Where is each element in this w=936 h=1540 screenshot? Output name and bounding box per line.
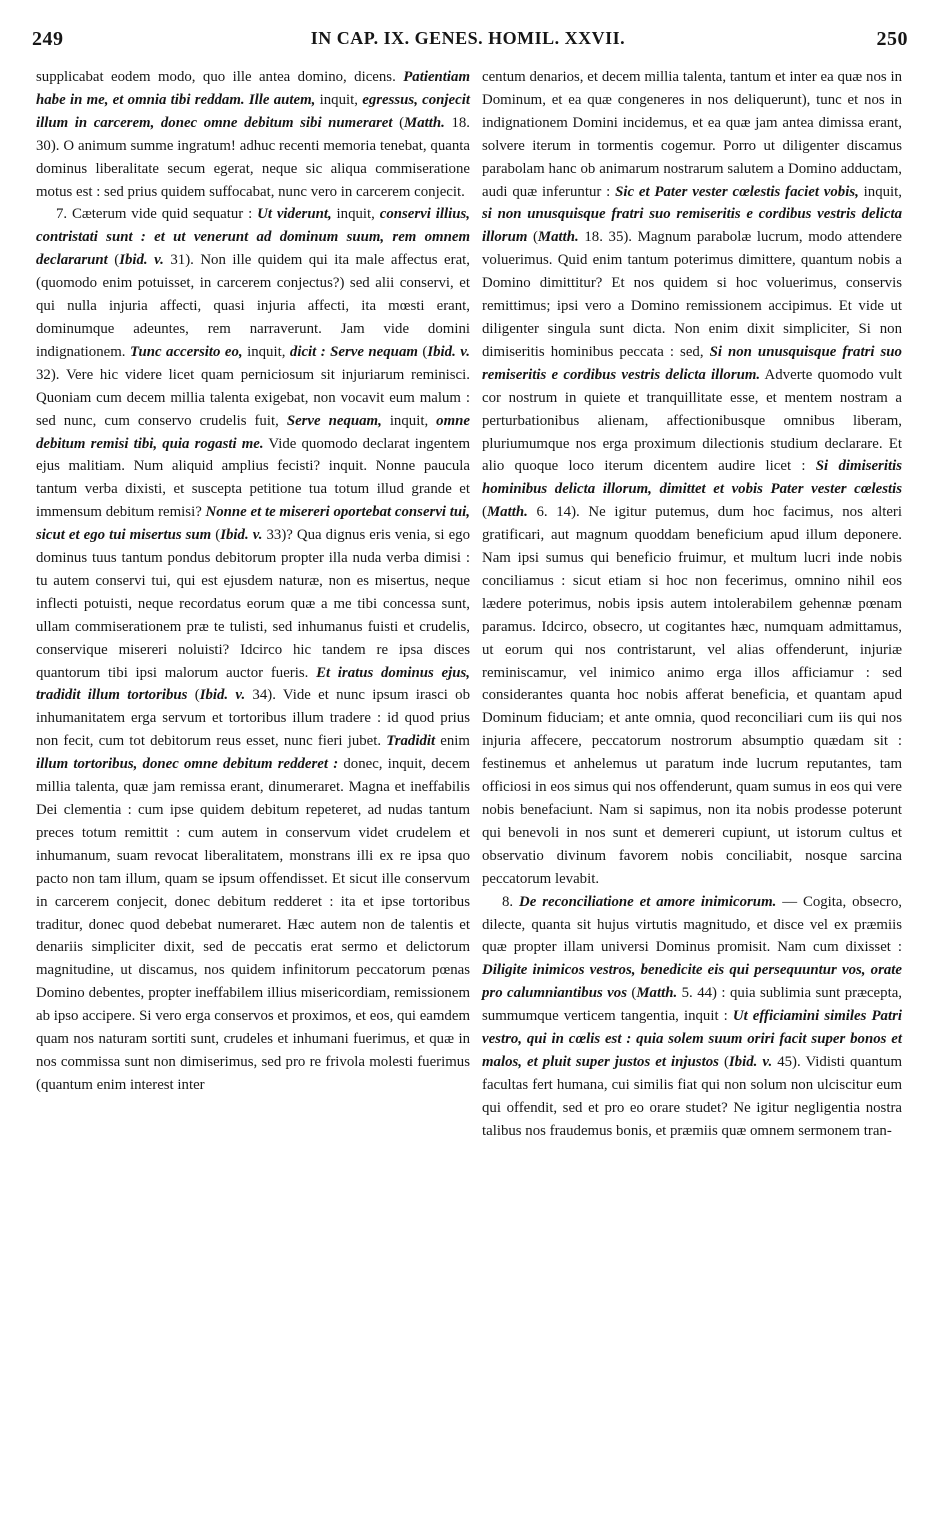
text-run: inquit,	[315, 91, 363, 108]
text-run: (	[718, 1053, 729, 1070]
paragraph	[36, 203, 470, 1096]
italic-quote: Ut efficiamini similes Patri vestro, qui in cœlis est : quia solem suum oriri facit super bonos et malos, et pluit super justos et injustos	[482, 1008, 902, 1070]
italic-quote: egressus, conjecit illum in carcerem, donec omne debitum sibi numeraret	[36, 91, 470, 131]
text-run: 18. 35). Magnum parabolæ lucrum, modo attendere voluerimus. Quid enim tantum poterimus dimittere, quantum nobis a Domino dimittitur? Et nos quidem si hoc voluerimus, conservis remittimus; ipsi vero a Domino remissionem accipimus. Et vide ut diligenter singula sunt dicta. Non enim dixit simpliciter, Si non dimiseritis hominibus peccata : sed,	[482, 229, 902, 360]
text-run: inquit,	[858, 183, 903, 200]
italic-quote: Et iratus dominus ejus, tradidit illum tortoribus	[36, 664, 470, 704]
text-run: inquit,	[331, 206, 380, 223]
italic-quote: Si non unusquisque fratri suo remiseritis e cordibus vestris delicta illorum.	[482, 343, 902, 383]
text-run: 8.	[502, 893, 520, 910]
text-run: (	[107, 252, 120, 269]
italic-quote: Matth.	[404, 114, 445, 131]
italic-quote: Ibid. v.	[427, 343, 471, 360]
italic-quote: De reconciliatione et amore inimicorum.	[519, 893, 777, 910]
italic-quote: Nonne et te misereri oportebat conservi tui, sicut et ego tui misertus sum	[36, 504, 470, 544]
italic-quote: conservi illius, contristati sunt : et ut venerunt ad dominum suum, rem omnem declararunt	[36, 206, 470, 269]
text-run: 18. 30). O animum summe ingratum! adhuc recenti memoria tenebat, quanta dominus liberalitate secum egerat, neque sic aliqua commiseratione motus est : sed prius quidem suffocabat, nunc vero in carcerem conjecit.	[36, 114, 471, 200]
text-run: 5. 44) : quia sublimia sunt præcepta, summumque verticem tangentia, inquit :	[482, 985, 902, 1025]
text-run: enim	[435, 733, 470, 750]
italic-quote: Si dimiseritis hominibus delicta illorum, dimittet et vobis Pater vester cœlestis	[482, 458, 902, 498]
text-run: 33)? Qua dignus eris venia, si ego dominus tuus tantum pondus debitorum propter illa nuda verba dimisi : tu autem conservi tui, qui est ejusdem naturæ, non es misertus, neque inflecti potuisti, neque recordatus eorum quæ a me tibi concessa sunt, ullam commiserationem præ te tulisti, sed inhumanus fuisti et crudelis, conservique misereri noluisti? Idcirco hic tandem re ipsa disces quantorum tibi ipsi malorum auctor fueris.	[36, 527, 471, 681]
text-run: Vide quomodo declarat ingentem ejus malitiam. Num aliquid amplius fecisti? inquit. Nonne paucula tantum verba dixisti, et suscepta petitione tua totum illud grande et immensum debitum remisi?	[36, 435, 470, 521]
page-number-left: 249	[32, 28, 64, 50]
italic-quote: si non unusquisque fratri suo remiseritis e cordibus vestris delicta illorum	[482, 206, 902, 246]
italic-quote: Matth.	[636, 985, 678, 1002]
left-column	[36, 66, 470, 1097]
text-run: 34). Vide et nunc ipsum irasci ob inhumanitatem erga servum et tortoribus illum tradere : id quod prius non fecit, cum tot debitorum reus esset, nunc fieri jubet.	[36, 687, 471, 750]
text-run: (	[626, 985, 637, 1002]
italic-quote: Ibid. v.	[220, 527, 263, 544]
text-run: 6. 14). Ne igitur putemus, dum hoc facimus, nos alteri gratificari, aut magnum quoddam beneficium apud illum deponere. Nam ipsi sumus qui beneficio fruimur, et multum lucri inde nobis conciliamus : sicut etiam si hoc non fecerimus, omnino nihil eos lædere poterimus, nobis ipsis autem intolerabilem gehennæ pœnam paramus. Idcirco, obsecro, ut cogitantes hæc, numquam admittamus, ut eorum qui nos contristarunt, vel alias offenderunt, injuriæ reminiscamur, vel inimico animo erga illos afficiamur : sed considerantes quanta hoc nobis afferat beneficia, et quantam apud Dominum fiduciam; et ante omnia, quod reconciliari cum iis qui nos injuria affecere, peccatorum nostrorum absumptio quædam sit : festinemus et anhelemus ut paratum inde lucrum reputantes, tam officiosi in eos simus qui nos offenderunt, quam sumus in eos qui vere nobis benefaciunt. Nam si sapimus, non ita nobis prodesse poterunt qui benevoli in nos sunt et demereri cupiunt, ut istorum cultus et observatio divinum favorem nobis conciliabit, nosque sarcina peccatorum levabit.	[482, 504, 902, 887]
text-run: supplicabat eodem modo, quo ille antea domino, dicens.	[36, 69, 404, 85]
italic-quote: Ibid. v.	[199, 687, 246, 704]
text-run: (	[482, 504, 487, 521]
italic-quote: Patientiam habe in me, et omnia tibi reddam. Ille autem,	[36, 69, 470, 108]
italic-quote: Diligite inimicos vestros, benedicite eis qui persequuntur vos, orate pro calumniantibus vos	[482, 962, 902, 1002]
italic-quote: Matth.	[486, 504, 528, 521]
page-number-right: 250	[876, 28, 908, 50]
running-title: IN CAP. IX. GENES. HOMIL. XXVII.	[310, 28, 626, 48]
right-column	[482, 66, 902, 1143]
italic-quote: Tradidit	[386, 733, 436, 750]
text-run: (	[211, 527, 221, 544]
text-run: inquit,	[381, 412, 437, 429]
italic-quote: Matth.	[537, 229, 579, 246]
italic-quote: dicit : Serve nequam	[289, 343, 418, 360]
paragraph	[482, 891, 902, 1143]
text-run: (	[392, 114, 405, 131]
italic-quote: Ut viderunt,	[257, 206, 332, 223]
paragraph	[482, 66, 902, 891]
text-run: 32). Vere hic videre licet quam perniciosum sit injuriarum reminisci. Quoniam cum decem millia talenta exigebat, non vocavit eum malum : sed nunc, cum conservo crudelis fuit,	[36, 366, 470, 429]
text-run: 7. Cæterum vide quid sequatur :	[56, 206, 258, 223]
text-run: (	[527, 229, 538, 246]
italic-quote: Tunc accersito eo,	[129, 343, 243, 360]
italic-quote: Ibid. v.	[728, 1053, 773, 1070]
text-run: inquit,	[242, 343, 290, 360]
text-run: donec, inquit, decem millia talenta, quæ jam remissa erant, dinumeraret. Magna et ineffabilis Dei clementia : cum ipse quidem debitum repeteret, ad nudas tantum preces totum remittit : cum autem in conservum videt crudelem et inhumanum, suam revocat liberalitatem, monstrans illi ex re ipsa quo pacto non tam illum, quam se ipsum offendisset. Et sicut ille conservum in carcerem conjecit, donec debitum redderet : ita et ipse tortoribus traditur, donec quod debebat numeraret. Hæc autem non de talentis et denariis simpliciter dixit, sed de peccatis erat sermo et delictorum magnitudine, ut discamus, nos quidem infinitorum peccatorum pœnas Domino debentes, propter ineffabilem illius misericordiam, remissionem ab ipso accipere. Si vero erga conservos et proximos, et eos, qui eamdem quam nos naturam sortiti sunt, crudeles et inhumani fuerimus, et quæ in nos commissa sunt non dimiserimus, sed pro re frivola molesti fuerimus (quantum enim interest inter	[36, 756, 470, 1093]
text-run: 45). Vidisti quantum facultas fert humana, cui similis fiat qui non solum non ulciscitur eum qui offendit, sed et pro eo orare studet? Ne igitur negligentia nostra talibus nos fraudemus bonis, et præmiis quæ omnem sermonem tran-	[482, 1053, 902, 1139]
text-run: (	[417, 343, 428, 360]
text-run: 31). Non ille quidem qui ita male affectus erat, (quomodo enim potuisset, in carcerem conjectus?) sed alii conservi, et qui nulla injuria affecti, quasi injuria affecti, ita mœsti erant, dominumque adeuntes, rem narraverunt. Jam vide domini indignationem.	[36, 252, 470, 360]
italic-quote: illum tortoribus, donec omne debitum redderet :	[36, 756, 339, 773]
italic-quote: Serve nequam,	[286, 412, 382, 429]
text-run: Adverte quomodo vult cor nostrum in quiete et tranquillitate esse, et mentem nostram a perturbationibus alienam, affectionibusque omnibus liberam, pluriumumque nos erga proximum dilectionis studium declarare. Et alio quoque loco iterum dicentem audire licet :	[482, 366, 902, 475]
text-run: (	[187, 687, 200, 704]
running-header	[24, 28, 912, 58]
italic-quote: Ibid. v.	[119, 252, 164, 269]
italic-quote: omne debitum remisi tibi, quia rogasti me.	[36, 412, 470, 452]
text-run: — Cogita, obsecro, dilecte, quanta sit hujus virtutis magnitudo, et disce vel ex præmiis quæ propter illam universi Dominus promisit. Nam cum dixisset :	[482, 893, 902, 956]
paragraph	[36, 66, 470, 203]
text-run: centum denarios, et decem millia talenta, tantum et inter ea quæ nos in Dominum, et ea quæ congeneres in nos deliquerunt), tunc et nos in indignationem Domini incidemus, et ea quæ jam antea dimissa erant, solvere iterum in tormentis cogemur. Porro ut diligenter discamus parabolam hanc ob animarum nostrarum salutem a Domino adductam, audi quæ inferuntur :	[482, 69, 902, 200]
italic-quote: Sic et Pater vester cœlestis faciet vobis,	[615, 183, 859, 200]
